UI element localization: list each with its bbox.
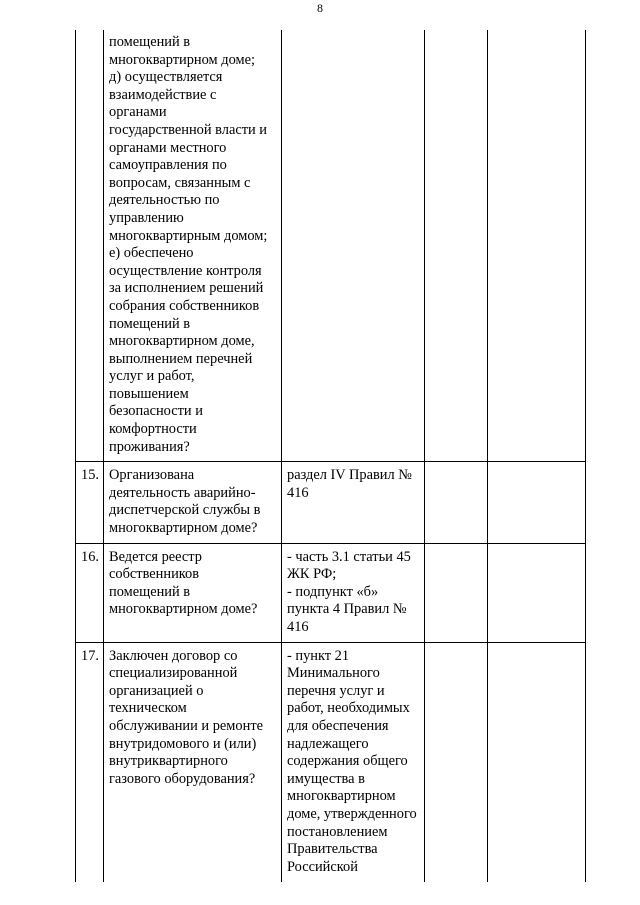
question-cell: Организована деятельность аварийно- диспетчерской службы в многоквартирном доме? <box>104 462 282 543</box>
reference-cell: - пункт 21 Минимального перечня услуг и работ, необходимых для обеспечения надлежащего содержания общего имущества в многоквартирном доме, утвержденного постановлением Правительства Российской <box>282 642 425 882</box>
answer-cell <box>425 30 488 462</box>
row-number: 15. <box>76 462 104 543</box>
table-row <box>76 30 586 462</box>
note-cell <box>488 543 586 642</box>
table-row <box>76 462 586 543</box>
table-row <box>76 543 586 642</box>
table-row <box>76 642 586 882</box>
checklist-table <box>75 30 586 882</box>
answer-cell <box>425 462 488 543</box>
note-cell <box>488 462 586 543</box>
reference-cell: - часть 3.1 статьи 45 ЖК РФ; - подпункт «б» пункта 4 Правил № 416 <box>282 543 425 642</box>
row-number: 16. <box>76 543 104 642</box>
row-number <box>76 30 104 462</box>
question-cell: Заключен договор со специализированной организацией о техническом обслуживании и ремонте внутридомового и (или) внутриквартирного газового оборудования? <box>104 642 282 882</box>
note-cell <box>488 642 586 882</box>
note-cell <box>488 30 586 462</box>
answer-cell <box>425 642 488 882</box>
question-cell: помещений в многоквартирном доме; д) осуществляется взаимодействие с органами государственной власти и органами местного самоуправления по вопросам, связанным с деятельностью по управлению многоквартирным домом; е) обеспечено осуществление контроля за исполнением решений собрания собственников помещений в многоквартирном доме, выполнением перечней услуг и работ, повышением безопасности и комфортности проживания? <box>104 30 282 462</box>
reference-cell: раздел IV Правил № 416 <box>282 462 425 543</box>
row-number: 17. <box>76 642 104 882</box>
page-number: 8 <box>317 1 323 15</box>
reference-cell <box>282 30 425 462</box>
question-cell: Ведется реестр собственников помещений в многоквартирном доме? <box>104 543 282 642</box>
answer-cell <box>425 543 488 642</box>
